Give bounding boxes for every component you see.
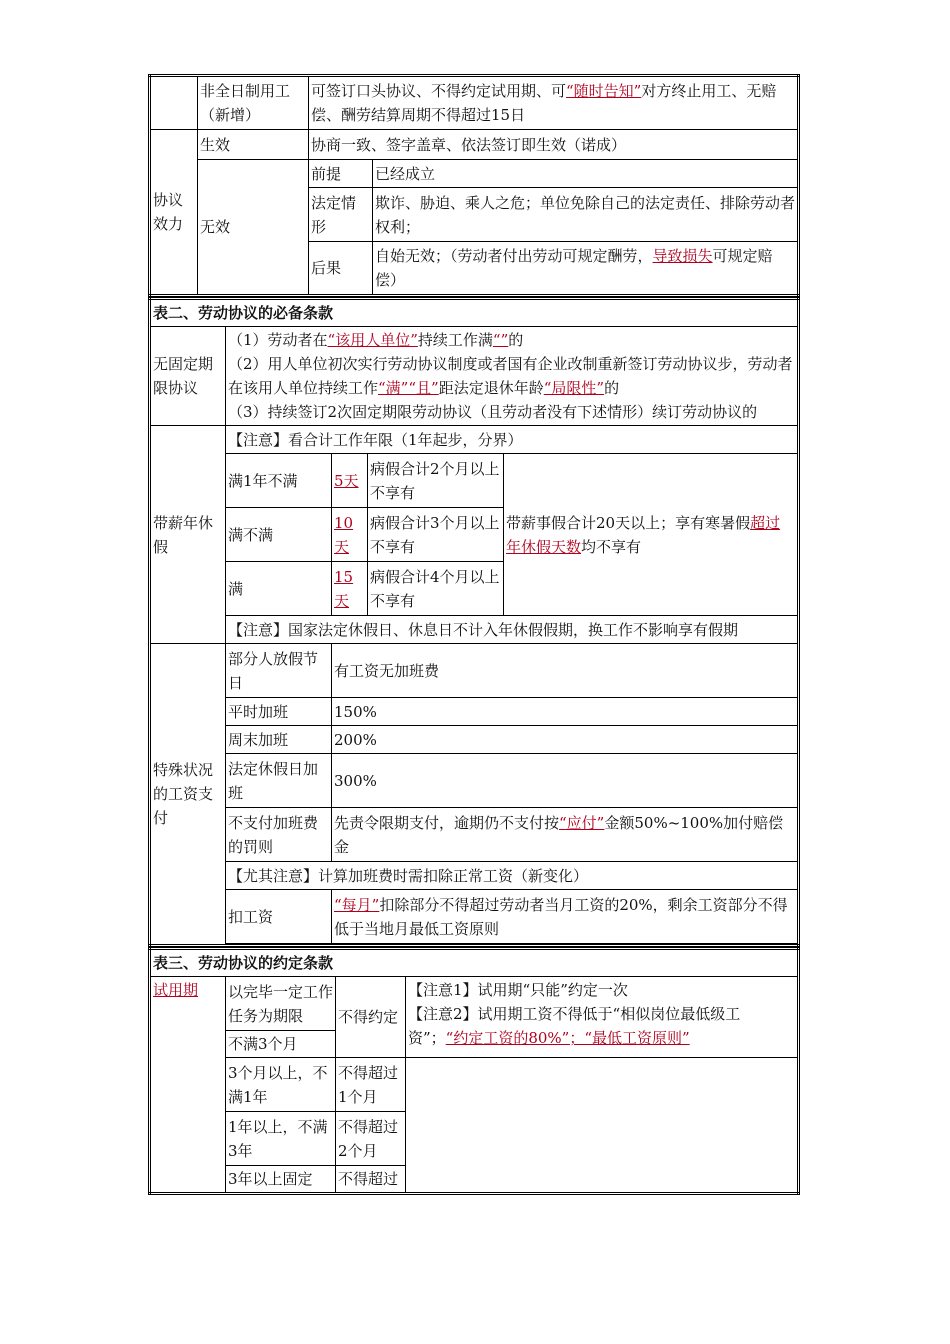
probation-term: 3个月以上，不满1年 — [226, 1058, 336, 1112]
highlight-link[interactable]: 导致损失 — [652, 247, 713, 265]
empty-cell — [406, 1058, 799, 1194]
leave-term: 满 — [226, 562, 332, 616]
table-row — [150, 426, 799, 454]
table-row — [150, 977, 799, 1031]
row-value — [226, 327, 799, 426]
table-agreement-effect — [148, 74, 800, 297]
probation-notes — [406, 977, 799, 1058]
highlight-link[interactable]: “约定工资的80%”；“最低工资原则” — [445, 1029, 690, 1047]
leave-right: 带薪事假合计20天以上；享有寒暑假超过年休假天数均不享有 — [504, 454, 799, 616]
clause-3: （3）持续签订2次固定期限劳动协议（且劳动者没有下述情形）续订劳动协议的 — [228, 403, 758, 421]
document-page — [148, 74, 800, 1195]
table-row — [150, 130, 799, 160]
note: 【注意】国家法定休假日、休息日不计入年休假假期，换工作不影响享有假期 — [226, 616, 799, 644]
clause-1: （1）劳动者在“该用人单位”持续工作满“”的 — [228, 331, 524, 349]
leave-days[interactable]: 10天 — [332, 508, 368, 562]
highlight-link[interactable]: “应付” — [559, 813, 605, 832]
table-required-clauses — [148, 297, 800, 947]
highlight-link[interactable]: “局限性” — [543, 379, 605, 397]
wage-key: 周末加班 — [226, 726, 332, 754]
probation-limit: 不得超过 — [336, 1166, 406, 1194]
wage-value: 有工资无加班费 — [332, 644, 799, 698]
probation-term: 以完毕一定工作任务为期限 — [226, 977, 336, 1031]
sub-value: 已经成立 — [373, 160, 799, 188]
probation-limit: 不得约定 — [336, 977, 406, 1058]
row-label: 非全日制用工（新增） — [198, 76, 309, 130]
table-row — [150, 454, 799, 508]
leave-sick: 病假合计2个月以上不享有 — [368, 454, 504, 508]
table-title-row — [150, 299, 799, 327]
wage-key: 不支付加班费的罚则 — [226, 808, 332, 862]
note: 【尤其注意】计算加班费时需扣除正常工资（新变化） — [226, 862, 799, 890]
table-row — [150, 76, 799, 130]
table-agreed-clauses — [148, 947, 800, 1195]
clause-2: （2）用人单位初次实行劳动协议制度或者国有企业改制重新签订劳动协议步，劳动者在该用人单位持续工作“满”“且”距法定退休年龄“局限性”的 — [228, 355, 793, 397]
highlight-link[interactable]: “” — [492, 331, 509, 349]
wage-key: 部分人放假节日 — [226, 644, 332, 698]
leave-term: 满1年不满 — [226, 454, 332, 508]
table-row — [150, 808, 799, 862]
table-title-row — [150, 949, 799, 977]
leave-days[interactable]: 15天 — [332, 562, 368, 616]
section-label: 无固定期限协议 — [150, 327, 226, 426]
table-title: 表三、劳动协议的约定条款 — [150, 949, 799, 977]
wage-key: 法定休假日加班 — [226, 754, 332, 808]
highlight-link[interactable]: “每月” — [334, 895, 380, 914]
table-row — [150, 890, 799, 944]
row-label: 生效 — [198, 130, 309, 160]
table-title: 表二、劳动协议的必备条款 — [150, 299, 799, 327]
table-row — [150, 160, 799, 188]
table-row — [150, 644, 799, 698]
highlight-link[interactable]: “随时告知” — [566, 82, 642, 100]
probation-term: 1年以上，不满3年 — [226, 1112, 336, 1166]
leave-term: 满不满 — [226, 508, 332, 562]
table-row — [150, 698, 799, 726]
empty-cell — [150, 76, 198, 130]
section-label: 带薪年休假 — [150, 426, 226, 644]
table-row — [150, 754, 799, 808]
table-row — [150, 1058, 799, 1112]
probation-link[interactable]: 试用期 — [153, 981, 199, 999]
probation-limit: 不得超过2个月 — [336, 1112, 406, 1166]
sub-value: 欺诈、胁迫、乘人之危；单位免除自己的法定责任、排除劳动者权利； — [373, 188, 799, 242]
sub-label: 后果 — [309, 242, 373, 296]
table-row — [150, 862, 799, 890]
highlight-link[interactable]: 超过年休假天数 — [506, 513, 781, 556]
note: 【注意】看合计工作年限（1年起步，分界） — [226, 426, 799, 454]
table-row — [150, 726, 799, 754]
highlight-link[interactable]: “满”“且” — [378, 379, 439, 397]
row-value: 协商一致、签字盖章、依法签订即生效（诺成） — [309, 130, 799, 160]
highlight-link[interactable]: “该用人单位” — [327, 331, 418, 349]
wage-value: “每月”扣除部分不得超过劳动者当月工资的20%，剩余工资部分不得低于当地月最低工资原则 — [332, 890, 799, 944]
probation-term: 3年以上固定 — [226, 1166, 336, 1194]
wage-value: 150% — [332, 698, 799, 726]
sub-label: 法定情形 — [309, 188, 373, 242]
wage-value: 200% — [332, 726, 799, 754]
leave-sick: 病假合计3个月以上不享有 — [368, 508, 504, 562]
wage-value: 先责令限期支付，逾期仍不支付按“应付”金额50%~100%加付赔偿金 — [332, 808, 799, 862]
section-label — [150, 977, 226, 1194]
probation-limit: 不得超过1个月 — [336, 1058, 406, 1112]
wage-key: 扣工资 — [226, 890, 332, 944]
wage-value: 300% — [332, 754, 799, 808]
sub-label: 前提 — [309, 160, 373, 188]
leave-days[interactable]: 5天 — [332, 454, 368, 508]
leave-sick: 病假合计4个月以上不享有 — [368, 562, 504, 616]
row-value: 可签订口头协议、不得约定试用期、可“随时告知”对方终止用工、无赔偿、酬劳结算周期不得超过15日 — [309, 76, 799, 130]
table-row — [150, 327, 799, 426]
sub-value: 自始无效；（劳动者付出劳动可规定酬劳，导致损失可规定赔偿） — [373, 242, 799, 296]
section-label: 特殊状况的工资支付 — [150, 644, 226, 946]
note-2: 【注意2】试用期工资不得低于“相似岗位最低级工资”；“约定工资的80%”；“最低工资原则” — [408, 1005, 741, 1047]
probation-term: 不满3个月 — [226, 1031, 336, 1058]
row-label: 无效 — [198, 160, 309, 296]
note-1: 【注意1】试用期“只能”约定一次 — [408, 981, 628, 999]
table-row — [150, 616, 799, 644]
wage-key: 平时加班 — [226, 698, 332, 726]
section-label: 协议效力 — [150, 130, 198, 296]
